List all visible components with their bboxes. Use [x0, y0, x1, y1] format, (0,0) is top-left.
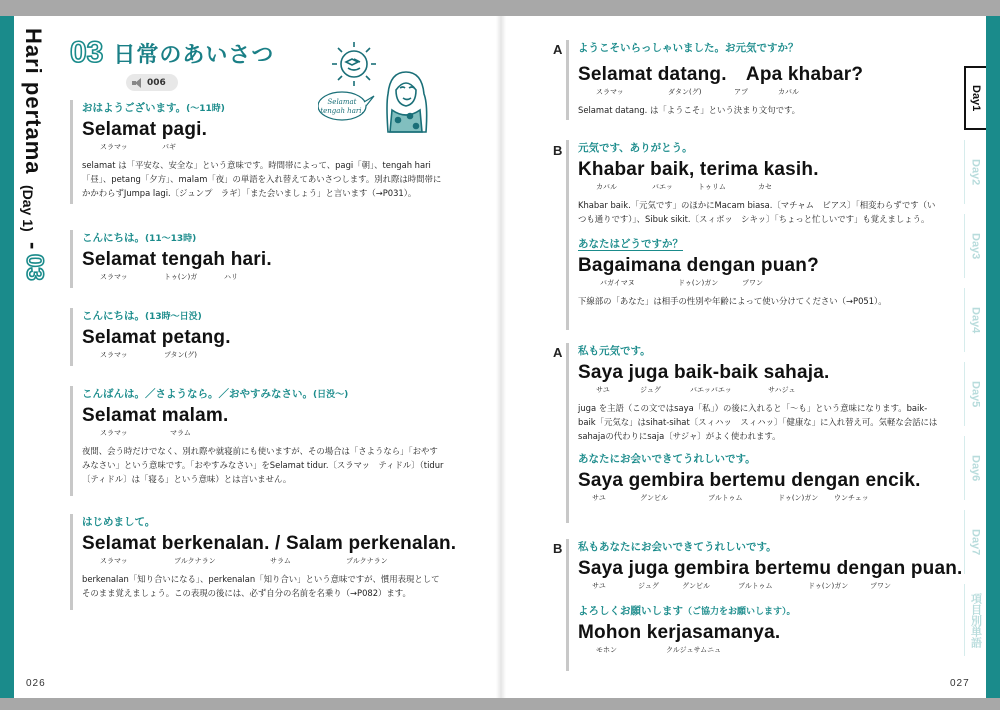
dialogue-note: 下線部の「あなた」は相手の性別や年齢によって使い分けてください（→P051）。 — [578, 296, 887, 306]
dialogue-japanese: 私もあなたにお会いできてうれしいです。 — [578, 541, 777, 553]
left-edge-band — [0, 16, 14, 698]
phrase-malay: Selamat tengah hari. — [82, 249, 272, 270]
dialogue-reading: サユ グンビル ブルトゥム ドゥ(ン)ガン ウンチェッ — [592, 494, 869, 502]
phrase-time: (13時〜日没) — [145, 312, 202, 322]
dialogue-reading: バガイマヌ ドゥ(ン)ガン プワン — [600, 279, 763, 287]
page-number-right: 027 — [950, 678, 970, 689]
page-number-left: 026 — [26, 678, 46, 689]
chapter-number: 03 — [70, 36, 104, 69]
phrase-reading: スラマッ ブルクナラン サラム プルクナラン — [100, 557, 388, 565]
tab-day5[interactable]: Day5 — [964, 362, 986, 426]
chapter-heading — [70, 36, 274, 70]
dialogue-reading: スラマッ ダタン(グ) アプ カバル — [596, 88, 799, 96]
track-number: 006 — [147, 77, 166, 88]
dialogue-japanese: 元気です、ありがとう。 — [578, 142, 693, 154]
speech-bubble-text: Selamat — [327, 98, 357, 106]
dialogue-malay: Saya juga gembira bertemu dengan puan. — [578, 558, 963, 579]
tab-day2[interactable]: Day2 — [964, 140, 986, 204]
dialogue-reading: サユ ジュグ バエッバエッ サハジュ — [596, 386, 796, 394]
phrase-time: (日没〜) — [313, 390, 349, 400]
phrase-note: 夜間、会う時だけでなく、別れ際や就寝前にも使いますが、その場合は「さようなら」「おやすみなさい」という意味です。「おやすみなさい」をSelamat tidur.〔スラマッ ティドル〕（tidur〔ティドル〕は「寝る」という意味）とは言いません。 — [82, 446, 444, 484]
tab-day4[interactable]: Day4 — [964, 288, 986, 352]
bottom-border — [0, 698, 1000, 710]
dialogue-malay: Saya gembira bertemu dengan encik. — [578, 470, 921, 491]
phrase-reading: スラマッ パギ — [100, 143, 176, 151]
tab-day3[interactable]: Day3 — [964, 214, 986, 278]
speaker-label-a: A — [553, 42, 563, 57]
phrase-japanese: はじめまして。 — [82, 516, 156, 528]
phrase-note: berkenalan「知り合いになる」、perkenalan「知り合い」という意味ですが、慣用表現としてそのまま覚えましょう。この表現の後には、必ず自分の名前を名乗り（→P082）ます。 — [82, 574, 440, 598]
running-title-number: 03 — [21, 254, 48, 281]
phrase-reading: スラマッ プタン(グ) — [100, 351, 197, 359]
dialogue-japanese-note: （ご協力をお願いします）。 — [683, 607, 796, 617]
running-title-dash: - — [21, 241, 46, 251]
running-title — [20, 28, 46, 328]
phrase-reading: スラマッ マラム — [100, 429, 191, 437]
phrase-japanese: こんにちは。 — [82, 232, 145, 244]
phrase-note: selamat は「平安な、安全な」という意味です。時間帯によって、pagi「朝」、tengah hari「昼」、petang「夕方」、malam「夜」の単語を入れ替えてあいさつします。別れ際は時間帯にかかわらずJumpa lagi.〔ジュンプ ラギ〕「また会いましょう」と言います（→P031）。 — [82, 160, 442, 198]
phrase-time: (11〜13時) — [145, 234, 197, 244]
speaker-label-a2: A — [553, 345, 563, 360]
phrase-malay: Selamat malam. — [82, 405, 229, 426]
dialogue-reading: カバル バエッ トゥリム カセ — [596, 183, 772, 191]
speaker-icon — [132, 78, 143, 88]
running-title-text: Hari pertama — [21, 28, 46, 175]
dialogue-malay: Selamat datang. Apa khabar? — [578, 64, 864, 85]
dialogue-malay: Khabar baik, terima kasih. — [578, 159, 819, 180]
phrase-reading: スラマッ トゥ(ン)ガ ハリ — [100, 273, 238, 281]
dialogue-reading: サユ ジュグ グンビル ブルトゥム ドゥ(ン)ガン プワン — [592, 582, 891, 590]
phrase-japanese: おはようございます。 — [82, 102, 187, 114]
tab-vocabulary[interactable]: 項目別単語 — [964, 584, 986, 656]
dialogue-japanese: 私も元気です。 — [578, 345, 651, 357]
audio-track-badge[interactable] — [126, 74, 178, 91]
dialogue-malay: Mohon kerjasamanya. — [578, 622, 781, 643]
tab-day7[interactable]: Day7 — [964, 510, 986, 574]
sun-icon — [332, 42, 376, 86]
phrase-malay: Selamat petang. — [82, 327, 231, 348]
dialogue-note: juga を主語（この文ではsaya「私」）の後に入れると「〜も」という意味になります。baik-baik「元気な」はsihat-sihat〔スィハッ スィハッ〕「健康な」に入れ替え可。気軽な会話にはsahajaの代わりにsaja〔サジャ〕がよく使われます。 — [578, 403, 938, 441]
phrase-japanese: こんにちは。 — [82, 310, 145, 322]
running-title-day: (Day 1) — [20, 184, 36, 232]
dialogue-malay: Saya juga baik-baik sahaja. — [578, 362, 830, 383]
tab-day6[interactable]: Day6 — [964, 436, 986, 500]
dialogue-note: Khabar baik.「元気です」のほかにMacam biasa.〔マチャム ビアス〕「相変わらずです（いつも通りです）」、Sibuk sikit.〔スィボッ シキッ〕「ちょっと忙しいです」も覚えましょう。 — [578, 200, 936, 224]
svg-text:tengah hari.: tengah hari. — [320, 107, 364, 115]
phrase-time: (〜11時) — [186, 104, 225, 114]
phrase-malay: Selamat pagi. — [82, 119, 208, 140]
phrase-japanese: こんばんは。／さようなら。／おやすみなさい。 — [82, 388, 313, 400]
dialogue-malay: Bagaimana dengan puan? — [578, 255, 819, 276]
dialogue-japanese: あなたにお会いできてうれしいです。 — [578, 453, 756, 465]
dialogue-japanese: ようこそいらっしゃいました。お元気ですか？ — [578, 42, 799, 54]
speaker-label-b2: B — [553, 541, 563, 556]
page-gutter — [496, 16, 506, 698]
right-edge-band — [986, 16, 1000, 698]
top-border — [0, 0, 1000, 16]
dialogue-japanese: あなたはどうですか？ — [578, 238, 683, 250]
chapter-title: 日常のあいさつ — [113, 42, 275, 68]
phrase-malay: Selamat berkenalan. / Salam perkenalan. — [82, 533, 457, 554]
dialogue-reading: モホン クルジュサムニュ — [596, 646, 722, 654]
dialogue-note: Selamat datang. は「ようこそ」という決まり文句です。 — [578, 105, 801, 115]
speaker-label-b: B — [553, 143, 563, 158]
tab-day1[interactable]: Day1 — [964, 66, 986, 130]
dialogue-japanese: よろしくお願いします — [578, 605, 683, 617]
